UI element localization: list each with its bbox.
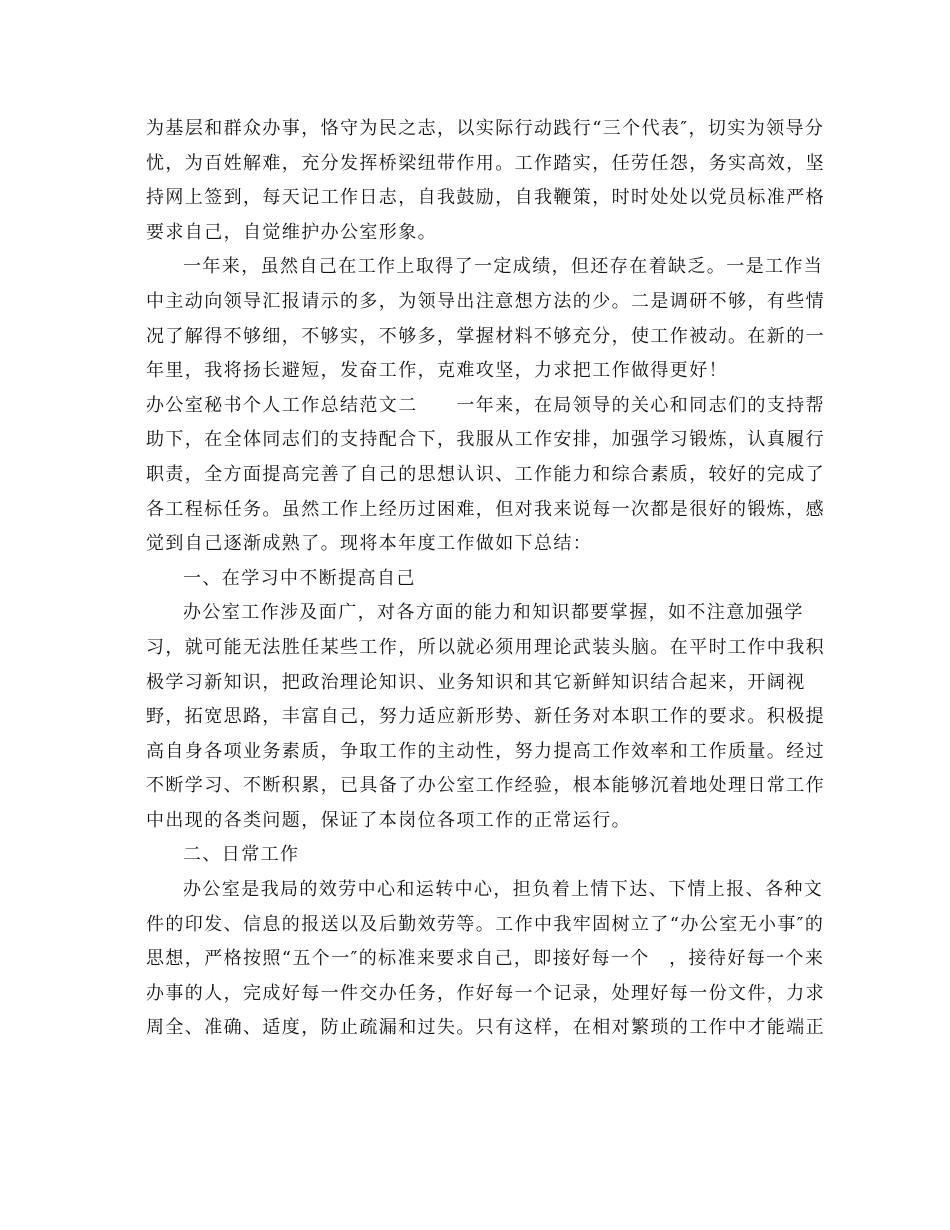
document-body [146, 112, 825, 1046]
text-line: 助下，在全体同志们的支持配合下，我服从工作安排，加强学习锻炼，认真履行 [146, 429, 825, 451]
text-line: 觉到自己逐渐成熟了。现将本年度工作做如下总结： [146, 533, 593, 555]
heading-line: 一、在学习中不断提高自己 [183, 567, 416, 589]
text-line: 习，就可能无法胜任某些工作，所以就必须用理论武装头脑。在平时工作中我积 [146, 636, 825, 658]
text-line: 野，拓宽思路，丰富自己，努力适应新形势、新任务对本职工作的要求。积极提 [146, 706, 825, 728]
paragraph-start-line: 办公室是我局的效劳中心和运转中心，担负着上情下达、下情上报、各种文 [183, 879, 824, 901]
text-line: 件的印发、信息的报送以及后勤效劳等。工作中我牢固树立了“办公室无小事″的 [146, 913, 825, 935]
paragraph-start-line: 办公室工作涉及面广，对各方面的能力和知识都要掌握，如不注意加强学 [183, 602, 804, 624]
text-line: 极学习新知识，把政治理论知识、业务知识和其它新鲜知识结合起来，开阔视 [146, 671, 806, 693]
section-title-line: 办公室秘书个人工作总结范文二 一年来，在局领导的关心和同志们的支持帮 [146, 394, 825, 416]
text-line: 持网上签到，每天记工作日志，自我鼓励，自我鞭策，时时处处以党员标准严格 [146, 187, 825, 209]
text-line: 中主动向领导汇报请示的多，为领导出注意想方法的少。二是调研不够，有些情 [146, 290, 825, 312]
text-line: 不断学习、不断积累，已具备了办公室工作经验，根本能够沉着地处理日常工作 [146, 775, 825, 797]
text-line: 要求自己，自觉维护办公室形象。 [146, 221, 437, 243]
text-line: 思想，严格按照“五个一″的标准来要求自己，即接好每一个 ，接待好每一个来 [146, 948, 825, 970]
text-line: 为基层和群众办事，恪守为民之志，以实际行动践行“三个代表″，切实为领导分 [146, 118, 825, 139]
text-line: 忧，为百姓解难，充分发挥桥梁纽带作用。工作踏实，任劳任怨，务实高效，坚 [146, 152, 825, 174]
text-line: 中出现的各类问题，保证了本岗位各项工作的正常运行。 [146, 809, 631, 831]
text-line: 办事的人，完成好每一件交办任务，作好每一个记录，处理好每一份文件，力求 [146, 982, 825, 1004]
heading-line: 二、日常工作 [183, 844, 300, 866]
text-line: 周全、准确、适度，防止疏漏和过失。只有这样，在相对繁琐的工作中才能端正 [146, 1017, 825, 1039]
text-line: 职责，全方面提高完善了自己的思想认识、工作能力和综合素质，较好的完成了 [146, 463, 825, 485]
paragraph-start-line: 一年来，虽然自己在工作上取得了一定成绩，但还存在着缺乏。一是工作当 [183, 256, 824, 278]
text-line: 年里，我将扬长避短，发奋工作，克难攻坚，力求把工作做得更好！ [146, 360, 728, 382]
text-line: 况了解得不够细，不够实，不够多，掌握材料不够充分，使工作被动。在新的一 [146, 325, 825, 347]
text-line: 高自身各项业务素质，争取工作的主动性，努力提高工作效率和工作质量。经过 [146, 740, 825, 762]
text-line: 各工程标任务。虽然工作上经历过困难，但对我来说每一次都是很好的锻炼，感 [146, 498, 825, 520]
